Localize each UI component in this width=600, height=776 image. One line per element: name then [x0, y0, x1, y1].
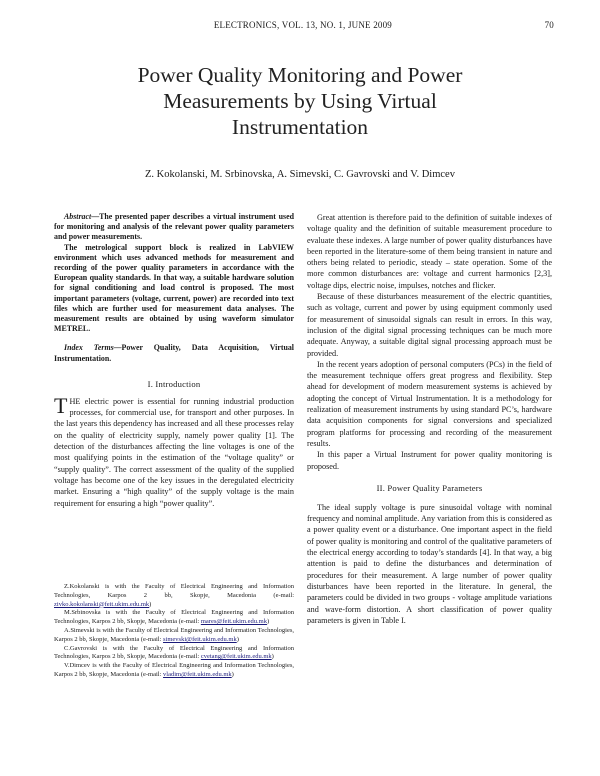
email-link[interactable]: zivko.kokolanski@feit.ukim.edu.mk: [54, 600, 150, 608]
running-header: [0, 20, 600, 34]
abstract-paragraph-1: Abstract—The presented paper describes a virtual instrument used for monitoring and analysis of the relevant power quality parameters and power measurements.: [54, 212, 294, 242]
journal-name: ELECTRONICS, VOL. 13, NO. 1, JUNE 2009: [213, 20, 392, 30]
body-paragraph: In this paper a Virtual Instrument for power quality monitoring is proposed.: [307, 450, 552, 471]
title-line-3: Instrumentation: [231, 115, 369, 139]
footnote-2: M.Srbinovska is with the Faculty of Electrical Engineering and Information Technologies, Karpos 2 bb, Skopje, Macedonia (e-mail: mares@feit.ukim.edu.mk): [54, 609, 294, 626]
footnote-4: C.Gavrovski is with the Faculty of Electrical Engineering and Information Technologies, Karpos 2 bb, Skopje, Macedonia (e-mail: cvetang@feit.ukim.edu.mk): [54, 644, 294, 661]
author-list: Z. Kokolanski, M. Srbinovska, A. Simevski, C. Gavrovski and V. Dimcev: [145, 169, 455, 180]
footnote-5: V.Dimcev is with the Faculty of Electrical Engineering and Information Technologies, Karpos 2 bb, Skopje, Macedonia (e-mail: vladim@feit.ukim.edu.mk): [54, 662, 294, 678]
section-heading-power-quality-parameters: II. Power Quality Parameters: [376, 482, 483, 493]
right-column: [307, 212, 552, 626]
footnotes: [54, 583, 294, 680]
body-paragraph: Because of these disturbances measurement of the electric quantities, such as voltage, current and power by using equipment commonly used for measurement of sinusoidal signals can result in errors. In this way, inclusion of the digital signal processing techniques can be much more adequate. Anyway, a suitable digital signal processing approach must be provided.: [307, 292, 552, 358]
title-line-2: Measurements by Using Virtual: [163, 89, 437, 113]
paper-title: [60, 62, 540, 140]
abstract-paragraph-2: The metrological support block is realized in LabVIEW environment which uses advanced methods for measurement and recording of the power quality parameters in accordance with the European quality standards. In that way, a suitable hardware solution for signal conditioning and load control is proposed. The most important parameters (voltage, current, power) are recorded into text files which are further used for measurement data analyses. The measurement results are obtained by using waveform simulator METREL.: [54, 242, 294, 334]
left-column: [54, 212, 294, 509]
abstract: [54, 212, 294, 364]
body-paragraph: The ideal supply voltage is pure sinusoidal voltage with nominal frequency and nominal amplitude. Any variation from this is considered as a power quality event or a disturbance. One important aspect in the field of power quality is monitoring and control of the qualitative parameters of the electrical energy according to today’s standards [4]. In that way, a big attention is paid to define the disturbances and determination of procedures for their measurement. A large number of power quality disturbances have been reported in the literature. In general, the parameters could be divided in two groups - voltage amplitude variations and wave-form distortion. A short classification of power quality parameters is given in Table I.: [307, 502, 552, 625]
abstract-label: Abstract: [64, 212, 92, 221]
body-paragraph: Great attention is therefore paid to the definition of suitable indexes of voltage quality and the definition of suitable measurement procedure to evaluate these indexes. A large number of power quality disturbances have been reported in the literature-some of them being transient in nature and others being related to periodic, steady – state operation. Some of the more common disturbances are: voltage and current harmonics [2,3], voltage dips, electric noise, impulses, notches and flicker.: [307, 213, 552, 290]
email-link[interactable]: simevski@feit.ukim.edu.mk: [163, 635, 237, 643]
index-terms-label: Index Terms: [64, 343, 114, 353]
footnote-1: Z.Kokolanski is with the Faculty of Electrical Engineering and Information Technologies, Karpos 2 bb, Skopje, Macedonia (e-mail: zivko.kokolanski@feit.ukim.edu.mk): [54, 583, 294, 608]
email-link[interactable]: mares@feit.ukim.edu.mk: [200, 618, 267, 626]
drop-cap: T: [54, 392, 68, 418]
email-link[interactable]: cvetang@feit.ukim.edu.mk: [200, 653, 272, 661]
page-number: 70: [544, 20, 554, 30]
introduction-paragraph: THE electric power is essential for running industrial production processes, for commercial use, for transport and other purposes. In the last years this dependency has increased and all these processes relay on the quality of electricity supply, namely power quality [1]. The detection of the disturbances affecting the line voltages is one of the most qualifying points in the estimation of the “voltage quality” or “supply quality”. The correct assessment of the quality of the supplied voltage has become one of the key issues in the deregulated electricity market. Ensuring a “high quality” of the supply voltage is the main requirement for ensuring a high “power quality”.: [54, 392, 294, 508]
email-link[interactable]: vladim@feit.ukim.edu.mk: [163, 670, 232, 678]
footnote-3: A.Simevski is with the Faculty of Electrical Engineering and Information Technologies, Karpos 2 bb, Skopje, Macedonia (e-mail: simevski@feit.ukim.edu.mk): [54, 626, 294, 643]
section-heading-introduction: I. Introduction: [147, 378, 201, 389]
body-paragraph: In the recent years adoption of personal computers (PCs) in the field of the measurement technique offers great progress and flexibility. Step ahead for development of modern measurement systems is achieved by adopting the concept of Virtual Instrumentation. It is a methodology for realization of measurement instruments by using standard PC’s, hardware data acquisition components for signal conversions and specialized program platforms for processing and recording of the measurement results.: [307, 359, 552, 448]
index-terms: Index Terms—Power Quality, Data Acquisition, Virtual Instrumentation.: [54, 343, 294, 363]
title-line-1: Power Quality Monitoring and Power: [137, 63, 463, 87]
